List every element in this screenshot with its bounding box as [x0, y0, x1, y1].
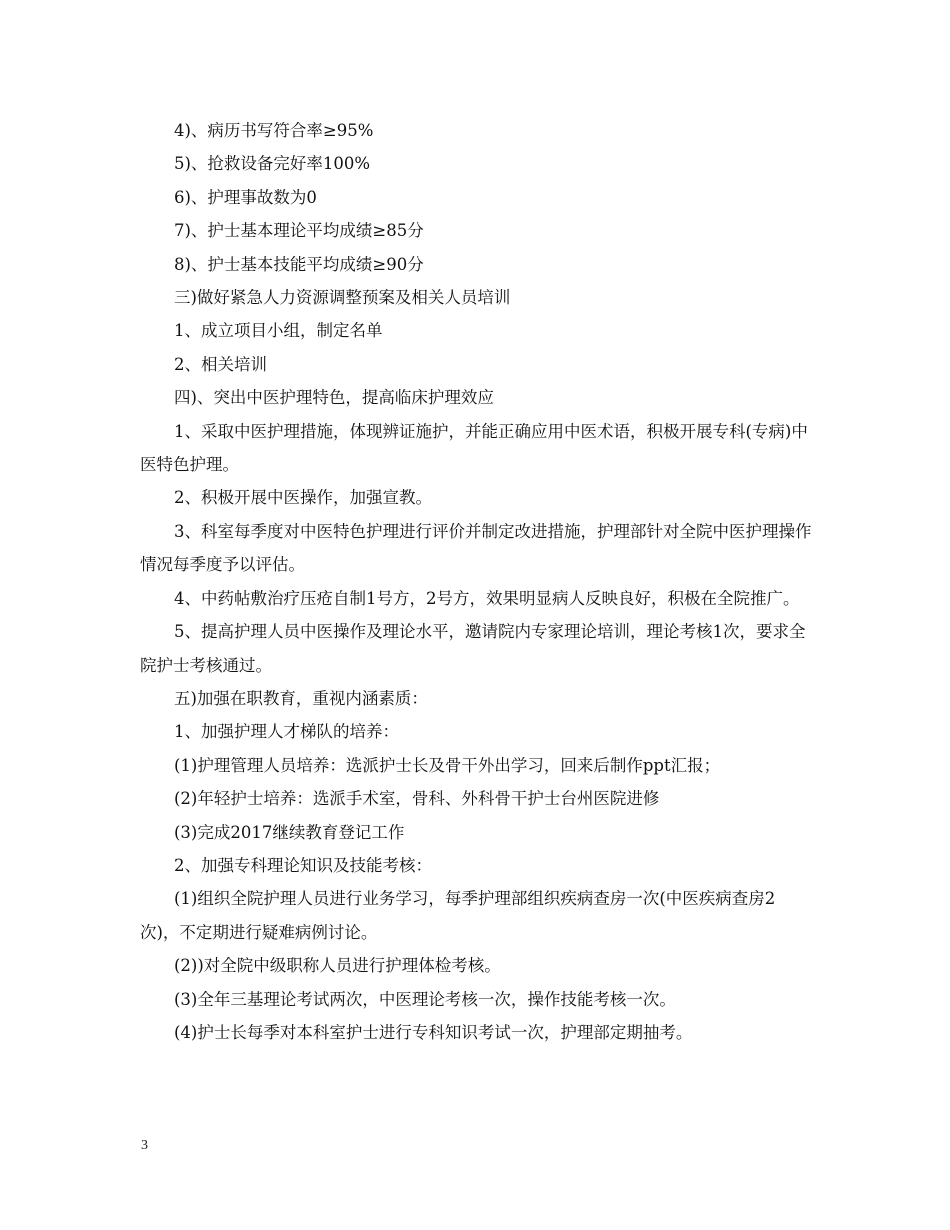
paragraph: 7)、护士基本理论平均成绩≥85分: [174, 221, 424, 241]
paragraph: 5)、抢救设备完好率100%: [174, 154, 371, 174]
paragraph: 1、采取中医护理措施，体现辨证施护，并能正确应用中医术语，积极开展专科(专病)中医特色护理。: [140, 421, 808, 475]
paragraph: 4、中药帖敷治疗压疮自制1号方，2号方，效果明显病人反映良好，积极在全院推广。: [174, 588, 800, 608]
paragraph: 4)、病历书写符合率≥95%: [174, 121, 374, 140]
section-heading: 四)、突出中医护理特色，提高临床护理效应: [174, 388, 494, 408]
paragraph: 3、科室每季度对中医特色护理进行评价并制定改进措施，护理部针对全院中医护理操作情况每季度予以评估。: [140, 521, 812, 575]
paragraph: 8)、护士基本技能平均成绩≥90分: [174, 254, 424, 274]
paragraph: (4)护士长每季对本科室护士进行专科知识考试一次，护理部定期抽考。: [174, 1022, 693, 1042]
paragraph: (3)全年三基理论考试两次，中医理论考核一次，操作技能考核一次。: [174, 989, 676, 1009]
paragraph: 2、加强专科理论知识及技能考核：: [174, 855, 432, 875]
paragraph: 2、相关培训: [174, 354, 267, 374]
paragraph: 2、积极开展中医操作，加强宣教。: [174, 488, 432, 508]
section-heading: 五)加强在职教育，重视内涵素质：: [174, 688, 428, 708]
section-heading: 三)做好紧急人力资源调整预案及相关人员培训: [174, 288, 511, 308]
paragraph: (2))对全院中级职称人员进行护理体检考核。: [174, 956, 501, 976]
paragraph: (3)完成2017继续教育登记工作: [174, 822, 405, 842]
paragraph: (1)组织全院护理人员进行业务学习，每季护理部组织疾病查房一次(中医疾病查房2次)，不定期进行疑难病例讨论。: [140, 889, 776, 942]
paragraph: (2)年轻护士培养：选派手术室，骨科、外科骨干护士台州医院进修: [174, 789, 660, 809]
paragraph: 6)、护理事故数为0: [174, 187, 317, 207]
paragraph: 5、提高护理人员中医操作及理论水平，邀请院内专家理论培训，理论考核1次，要求全院护士考核通过。: [140, 622, 806, 675]
page-number: 3: [141, 1138, 148, 1153]
paragraph: 1、成立项目小组，制定名单: [174, 321, 383, 341]
document-body: [140, 114, 812, 1049]
paragraph: 1、加强护理人才梯队的培养：: [174, 722, 399, 742]
paragraph: (1)护理管理人员培养：选派护士长及骨干外出学习，回来后制作ppt汇报；: [174, 755, 721, 775]
